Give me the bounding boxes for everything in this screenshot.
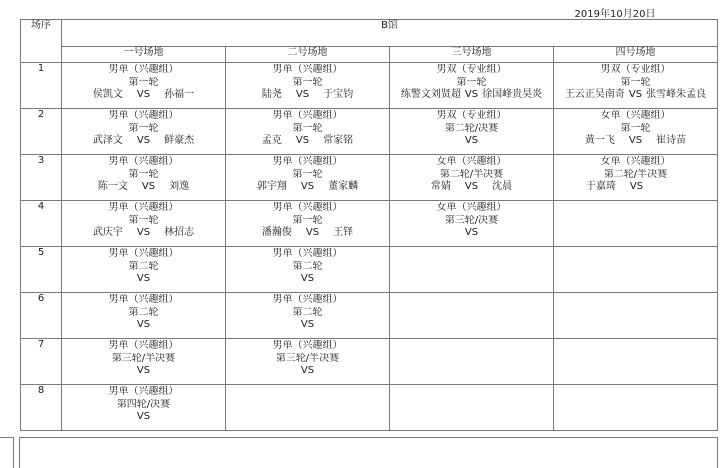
- matchup: [226, 365, 389, 378]
- matchup: [62, 181, 225, 194]
- round-name: 第一轮: [292, 122, 323, 134]
- match-cell: [62, 385, 226, 431]
- player-b: 于宝钧: [323, 89, 354, 100]
- round-name: 第一轮: [292, 168, 323, 180]
- round-name: 第一轮: [620, 122, 651, 134]
- matchup: [226, 135, 389, 148]
- match-info: [226, 339, 389, 378]
- vs-label: VS: [628, 89, 643, 100]
- matchup: [62, 319, 225, 332]
- slot-number: 3: [21, 155, 62, 201]
- slot-number: 5: [21, 247, 62, 293]
- vs-label: VS: [136, 135, 151, 146]
- matchup: [226, 319, 389, 332]
- matchup: [62, 273, 225, 286]
- player-a: 于嘉琦: [585, 181, 616, 192]
- matchup: [390, 181, 553, 194]
- match-cell: [226, 339, 390, 385]
- next-page-table-border: [19, 437, 718, 468]
- match-cell: [62, 63, 226, 109]
- matchup: [390, 135, 553, 148]
- court-header: 四号场地: [554, 47, 718, 63]
- match-cell: [62, 109, 226, 155]
- match-cell: [226, 63, 390, 109]
- event-name: 女单（兴趣组）: [436, 202, 507, 213]
- slot-row: [21, 339, 718, 385]
- match-info: [62, 385, 225, 424]
- vs-label: VS: [300, 365, 315, 376]
- vs-label: VS: [628, 135, 643, 146]
- empty-cell: [390, 385, 554, 431]
- slot-number: 8: [21, 385, 62, 431]
- court-header-row: [21, 47, 718, 63]
- event-name: 男单（兴趣组）: [272, 202, 343, 213]
- match-cell: [390, 155, 554, 201]
- empty-cell: [554, 293, 718, 339]
- player-a: 常婧: [430, 181, 451, 192]
- player-a: 黄一飞: [584, 135, 615, 146]
- round-name: 第一轮: [128, 214, 159, 226]
- match-cell: [226, 155, 390, 201]
- matchup: [62, 365, 225, 378]
- player-b: 常家铭: [323, 135, 354, 146]
- empty-cell: [390, 247, 554, 293]
- vs-label: VS: [136, 227, 151, 238]
- player-a: 武泽文: [92, 135, 123, 146]
- match-cell: [62, 339, 226, 385]
- player-b: 刘逸: [169, 181, 190, 192]
- match-info: [226, 247, 389, 286]
- matchup: [226, 181, 389, 194]
- event-name: 男单（兴趣组）: [108, 110, 179, 121]
- event-name: 男单（兴趣组）: [272, 248, 343, 259]
- match-info: [554, 109, 717, 148]
- vs-label: VS: [295, 135, 310, 146]
- event-name: 男单（兴趣组）: [272, 64, 343, 75]
- round-name: 第一轮: [456, 76, 487, 88]
- round-name: 第二轮: [292, 260, 323, 272]
- player-b: 张雪峰朱孟良: [646, 89, 707, 100]
- match-info: [226, 155, 389, 194]
- slot-row: [21, 155, 718, 201]
- slot-row: [21, 201, 718, 247]
- event-name: 男双（专业组）: [436, 110, 507, 121]
- match-info: [390, 109, 553, 148]
- player-a: 侯凯文: [92, 89, 123, 100]
- empty-cell: [390, 339, 554, 385]
- round-name: 第二轮/决赛: [444, 122, 499, 134]
- slot-row: [21, 109, 718, 155]
- event-name: 男单（兴趣组）: [108, 386, 179, 397]
- match-cell: [226, 109, 390, 155]
- round-name: 第一轮: [128, 122, 159, 134]
- player-b: 鲜豪杰: [164, 135, 195, 146]
- event-name: 男单（兴趣组）: [272, 156, 343, 167]
- player-a: 孟克: [261, 135, 282, 146]
- vs-label: VS: [305, 227, 320, 238]
- round-name: 第一轮: [620, 76, 651, 88]
- player-b: 徐国峰贵昊炎: [482, 89, 543, 100]
- match-info: [62, 293, 225, 332]
- player-b: 沈晨: [492, 181, 513, 192]
- match-cell: [554, 109, 718, 155]
- vs-label: VS: [295, 89, 310, 100]
- match-cell: [62, 293, 226, 339]
- slot-row: [21, 247, 718, 293]
- event-name: 男单（兴趣组）: [272, 340, 343, 351]
- event-name: 男单（兴趣组）: [272, 294, 343, 305]
- slot-number: 2: [21, 109, 62, 155]
- schedule-table: [20, 19, 718, 431]
- event-name: 女单（兴趣组）: [600, 156, 671, 167]
- player-a: 郭宇翔: [256, 181, 287, 192]
- event-name: 女单（兴趣组）: [436, 156, 507, 167]
- match-info: [226, 201, 389, 240]
- empty-cell: [554, 385, 718, 431]
- vs-label: VS: [136, 273, 151, 284]
- round-name: 第三轮/半决赛: [111, 352, 176, 364]
- vs-label: VS: [136, 411, 151, 422]
- player-a: 王云正吴南奇: [564, 89, 625, 100]
- matchup: [554, 89, 717, 102]
- player-b: 林招志: [164, 227, 195, 238]
- slot-row: [21, 63, 718, 109]
- player-a: 武庆宇: [92, 227, 123, 238]
- matchup: [226, 273, 389, 286]
- player-a: 陈一文: [97, 181, 128, 192]
- match-cell: [226, 247, 390, 293]
- matchup: [62, 227, 225, 240]
- match-cell: [390, 63, 554, 109]
- round-name: 第一轮: [292, 214, 323, 226]
- round-name: 第四轮/决赛: [116, 398, 171, 410]
- match-info: [226, 109, 389, 148]
- slot-number: 4: [21, 201, 62, 247]
- vs-label: VS: [629, 181, 644, 192]
- round-name: 第一轮: [292, 76, 323, 88]
- round-name: 第三轮/决赛: [444, 214, 499, 226]
- venue-header-row: [21, 20, 718, 47]
- match-cell: [390, 201, 554, 247]
- event-name: 女单（兴趣组）: [600, 110, 671, 121]
- event-name: 男双（专业组）: [436, 64, 507, 75]
- match-cell: [554, 155, 718, 201]
- vs-label: VS: [141, 181, 156, 192]
- matchup: [390, 89, 553, 102]
- player-b: 王铎: [333, 227, 354, 238]
- empty-cell: [554, 339, 718, 385]
- vs-label: VS: [464, 135, 479, 146]
- matchup: [226, 89, 389, 102]
- empty-cell: [554, 201, 718, 247]
- player-a: 潘瀚俊: [261, 227, 292, 238]
- match-cell: [390, 109, 554, 155]
- venue-title: B馆: [62, 20, 718, 47]
- match-cell: [62, 155, 226, 201]
- player-b: 崔诗苗: [656, 135, 687, 146]
- slot-number: 7: [21, 339, 62, 385]
- player-b: 董家麟: [328, 181, 359, 192]
- vs-label: VS: [300, 319, 315, 330]
- vs-label: VS: [464, 181, 479, 192]
- match-info: [62, 201, 225, 240]
- empty-cell: [554, 247, 718, 293]
- match-info: [226, 63, 389, 102]
- vs-label: VS: [136, 365, 151, 376]
- matchup: [554, 135, 717, 148]
- event-name: 男单（兴趣组）: [108, 294, 179, 305]
- round-name: 第一轮: [128, 168, 159, 180]
- match-cell: [226, 293, 390, 339]
- matchup: [62, 411, 225, 424]
- player-b-placeholder: [657, 181, 685, 194]
- round-name: 第一轮: [128, 76, 159, 88]
- court-header: 三号场地: [390, 47, 554, 63]
- round-name: 第二轮/半决赛: [439, 168, 504, 180]
- event-name: 男单（兴趣组）: [108, 248, 179, 259]
- slot-row: [21, 293, 718, 339]
- slot-number: 1: [21, 63, 62, 109]
- slot-column-header: 场序: [21, 20, 62, 63]
- matchup: [390, 227, 553, 240]
- match-info: [62, 109, 225, 148]
- court-header: 二号场地: [226, 47, 390, 63]
- schedule-date: 2019年10月20日: [574, 9, 656, 20]
- player-a: 陆尧: [261, 89, 282, 100]
- event-name: 男单（兴趣组）: [108, 340, 179, 351]
- match-cell: [62, 201, 226, 247]
- matchup: [62, 135, 225, 148]
- match-info: [62, 339, 225, 378]
- next-page-border-fragment: [0, 437, 14, 468]
- match-cell: [554, 63, 718, 109]
- match-info: [390, 201, 553, 240]
- match-info: [62, 155, 225, 194]
- empty-cell: [226, 385, 390, 431]
- match-cell: [226, 201, 390, 247]
- matchup: [226, 227, 389, 240]
- matchup: [62, 89, 225, 102]
- vs-label: VS: [300, 181, 315, 192]
- round-name: 第二轮/半决赛: [603, 168, 668, 180]
- round-name: 第二轮: [128, 306, 159, 318]
- match-info: [62, 63, 225, 102]
- event-name: 男双（专业组）: [600, 64, 671, 75]
- matchup: [554, 181, 717, 194]
- event-name: 男单（兴趣组）: [272, 110, 343, 121]
- court-header: 一号场地: [62, 47, 226, 63]
- vs-label: VS: [136, 89, 151, 100]
- vs-label: VS: [300, 273, 315, 284]
- round-name: 第二轮: [292, 306, 323, 318]
- empty-cell: [390, 293, 554, 339]
- match-info: [390, 155, 553, 194]
- match-info: [390, 63, 553, 102]
- event-name: 男单（兴趣组）: [108, 156, 179, 167]
- event-name: 男单（兴趣组）: [108, 202, 179, 213]
- match-info: [554, 63, 717, 102]
- match-info: [554, 155, 717, 194]
- match-info: [226, 293, 389, 332]
- round-name: 第二轮: [128, 260, 159, 272]
- match-info: [62, 247, 225, 286]
- player-b: 孙福一: [164, 89, 195, 100]
- event-name: 男单（兴趣组）: [108, 64, 179, 75]
- slot-row: [21, 385, 718, 431]
- match-cell: [62, 247, 226, 293]
- vs-label: VS: [136, 319, 151, 330]
- vs-label: VS: [464, 227, 479, 238]
- player-a: 练警文刘贤超: [400, 89, 461, 100]
- slot-number: 6: [21, 293, 62, 339]
- vs-label: VS: [464, 89, 479, 100]
- round-name: 第三轮/半决赛: [275, 352, 340, 364]
